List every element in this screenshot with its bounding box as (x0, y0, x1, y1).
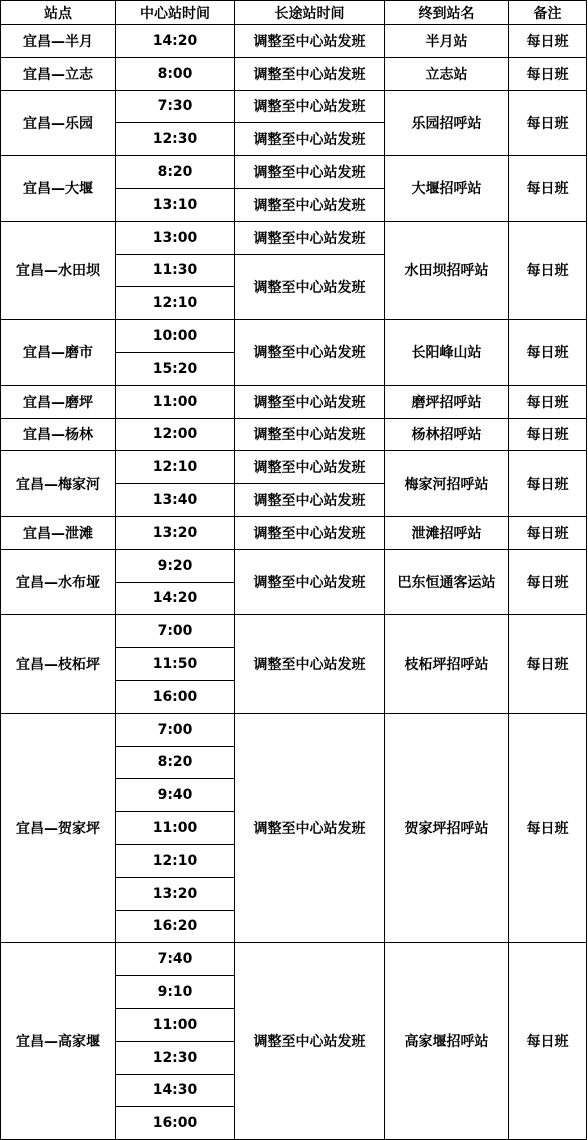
note-cell: 每日班 (509, 385, 587, 418)
center-time-cell: 16:20 (116, 910, 235, 943)
center-time-cell: 13:10 (116, 188, 235, 221)
center-time-cell: 12:30 (116, 1041, 235, 1074)
center-time-cell: 12:10 (116, 287, 235, 320)
table-row (1, 25, 587, 58)
terminal-cell: 立志站 (385, 57, 509, 90)
center-time-cell: 7:00 (116, 713, 235, 746)
longdist-time-cell: 调整至中心站发班 (235, 57, 385, 90)
station-cell: 宜昌—泄滩 (1, 516, 116, 549)
note-cell: 每日班 (509, 418, 587, 451)
longdist-time-cell: 调整至中心站发班 (235, 418, 385, 451)
note-cell: 每日班 (509, 57, 587, 90)
terminal-cell: 乐园招呼站 (385, 90, 509, 156)
header-center-time: 中心站时间 (116, 1, 235, 25)
longdist-time-cell: 调整至中心站发班 (235, 254, 385, 320)
table-row (1, 451, 587, 484)
station-cell: 宜昌—枝柘坪 (1, 615, 116, 713)
terminal-cell: 泄滩招呼站 (385, 516, 509, 549)
station-cell: 宜昌—磨市 (1, 320, 116, 386)
note-cell: 每日班 (509, 615, 587, 713)
center-time-cell: 12:30 (116, 123, 235, 156)
longdist-time-cell: 调整至中心站发班 (235, 221, 385, 254)
note-cell: 每日班 (509, 451, 587, 517)
center-time-cell: 11:30 (116, 254, 235, 287)
center-time-cell: 14:20 (116, 582, 235, 615)
station-cell: 宜昌—杨林 (1, 418, 116, 451)
center-time-cell: 9:20 (116, 549, 235, 582)
header-longdist-time: 长途站时间 (235, 1, 385, 25)
table-row (1, 943, 587, 976)
center-time-cell: 12:10 (116, 844, 235, 877)
table-row (1, 57, 587, 90)
header-row (1, 1, 587, 25)
note-cell: 每日班 (509, 156, 587, 222)
center-time-cell: 8:00 (116, 57, 235, 90)
table-row (1, 320, 587, 353)
terminal-cell: 杨林招呼站 (385, 418, 509, 451)
center-time-cell: 15:20 (116, 352, 235, 385)
center-time-cell: 13:40 (116, 484, 235, 517)
center-time-cell: 8:20 (116, 156, 235, 189)
center-time-cell: 9:40 (116, 779, 235, 812)
terminal-cell: 高家堰招呼站 (385, 943, 509, 1140)
note-cell: 每日班 (509, 25, 587, 58)
center-time-cell: 11:00 (116, 385, 235, 418)
terminal-cell: 大堰招呼站 (385, 156, 509, 222)
center-time-cell: 7:40 (116, 943, 235, 976)
terminal-cell: 梅家河招呼站 (385, 451, 509, 517)
terminal-cell: 水田坝招呼站 (385, 221, 509, 319)
center-time-cell: 12:00 (116, 418, 235, 451)
table-row (1, 549, 587, 582)
center-time-cell: 16:00 (116, 1107, 235, 1140)
note-cell: 每日班 (509, 549, 587, 615)
table-row (1, 385, 587, 418)
center-time-cell: 13:20 (116, 516, 235, 549)
longdist-time-cell: 调整至中心站发班 (235, 90, 385, 123)
terminal-cell: 巴东恒通客运站 (385, 549, 509, 615)
center-time-cell: 7:30 (116, 90, 235, 123)
station-cell: 宜昌—半月 (1, 25, 116, 58)
terminal-cell: 贺家坪招呼站 (385, 713, 509, 943)
longdist-time-cell: 调整至中心站发班 (235, 484, 385, 517)
note-cell: 每日班 (509, 943, 587, 1140)
longdist-time-cell: 调整至中心站发班 (235, 943, 385, 1140)
table-row (1, 90, 587, 123)
station-cell: 宜昌—磨坪 (1, 385, 116, 418)
longdist-time-cell: 调整至中心站发班 (235, 156, 385, 189)
station-cell: 宜昌—立志 (1, 57, 116, 90)
center-time-cell: 14:30 (116, 1074, 235, 1107)
note-cell: 每日班 (509, 90, 587, 156)
center-time-cell: 8:20 (116, 746, 235, 779)
center-time-cell: 12:10 (116, 451, 235, 484)
terminal-cell: 长阳峰山站 (385, 320, 509, 386)
longdist-time-cell: 调整至中心站发班 (235, 615, 385, 713)
longdist-time-cell: 调整至中心站发班 (235, 320, 385, 386)
note-cell: 每日班 (509, 516, 587, 549)
center-time-cell: 10:00 (116, 320, 235, 353)
table-row (1, 516, 587, 549)
longdist-time-cell: 调整至中心站发班 (235, 25, 385, 58)
table-row (1, 156, 587, 189)
center-time-cell: 16:00 (116, 680, 235, 713)
note-cell: 每日班 (509, 320, 587, 386)
note-cell: 每日班 (509, 221, 587, 319)
station-cell: 宜昌—乐园 (1, 90, 116, 156)
longdist-time-cell: 调整至中心站发班 (235, 451, 385, 484)
station-cell: 宜昌—水布垭 (1, 549, 116, 615)
table-row (1, 713, 587, 746)
terminal-cell: 半月站 (385, 25, 509, 58)
longdist-time-cell: 调整至中心站发班 (235, 713, 385, 943)
longdist-time-cell: 调整至中心站发班 (235, 123, 385, 156)
center-time-cell: 9:10 (116, 976, 235, 1009)
header-station: 站点 (1, 1, 116, 25)
schedule-body (1, 25, 587, 1140)
center-time-cell: 14:20 (116, 25, 235, 58)
header-note: 备注 (509, 1, 587, 25)
longdist-time-cell: 调整至中心站发班 (235, 549, 385, 615)
terminal-cell: 磨坪招呼站 (385, 385, 509, 418)
center-time-cell: 13:20 (116, 877, 235, 910)
center-time-cell: 11:00 (116, 812, 235, 845)
note-cell: 每日班 (509, 713, 587, 943)
table-row (1, 221, 587, 254)
station-cell: 宜昌—梅家河 (1, 451, 116, 517)
table-row (1, 615, 587, 648)
terminal-cell: 枝柘坪招呼站 (385, 615, 509, 713)
longdist-time-cell: 调整至中心站发班 (235, 385, 385, 418)
table-row (1, 418, 587, 451)
header-terminal: 终到站名 (385, 1, 509, 25)
longdist-time-cell: 调整至中心站发班 (235, 188, 385, 221)
longdist-time-cell: 调整至中心站发班 (235, 516, 385, 549)
center-time-cell: 11:50 (116, 648, 235, 681)
station-cell: 宜昌—水田坝 (1, 221, 116, 319)
center-time-cell: 7:00 (116, 615, 235, 648)
center-time-cell: 11:00 (116, 1008, 235, 1041)
center-time-cell: 13:00 (116, 221, 235, 254)
station-cell: 宜昌—贺家坪 (1, 713, 116, 943)
station-cell: 宜昌—大堰 (1, 156, 116, 222)
station-cell: 宜昌—高家堰 (1, 943, 116, 1140)
